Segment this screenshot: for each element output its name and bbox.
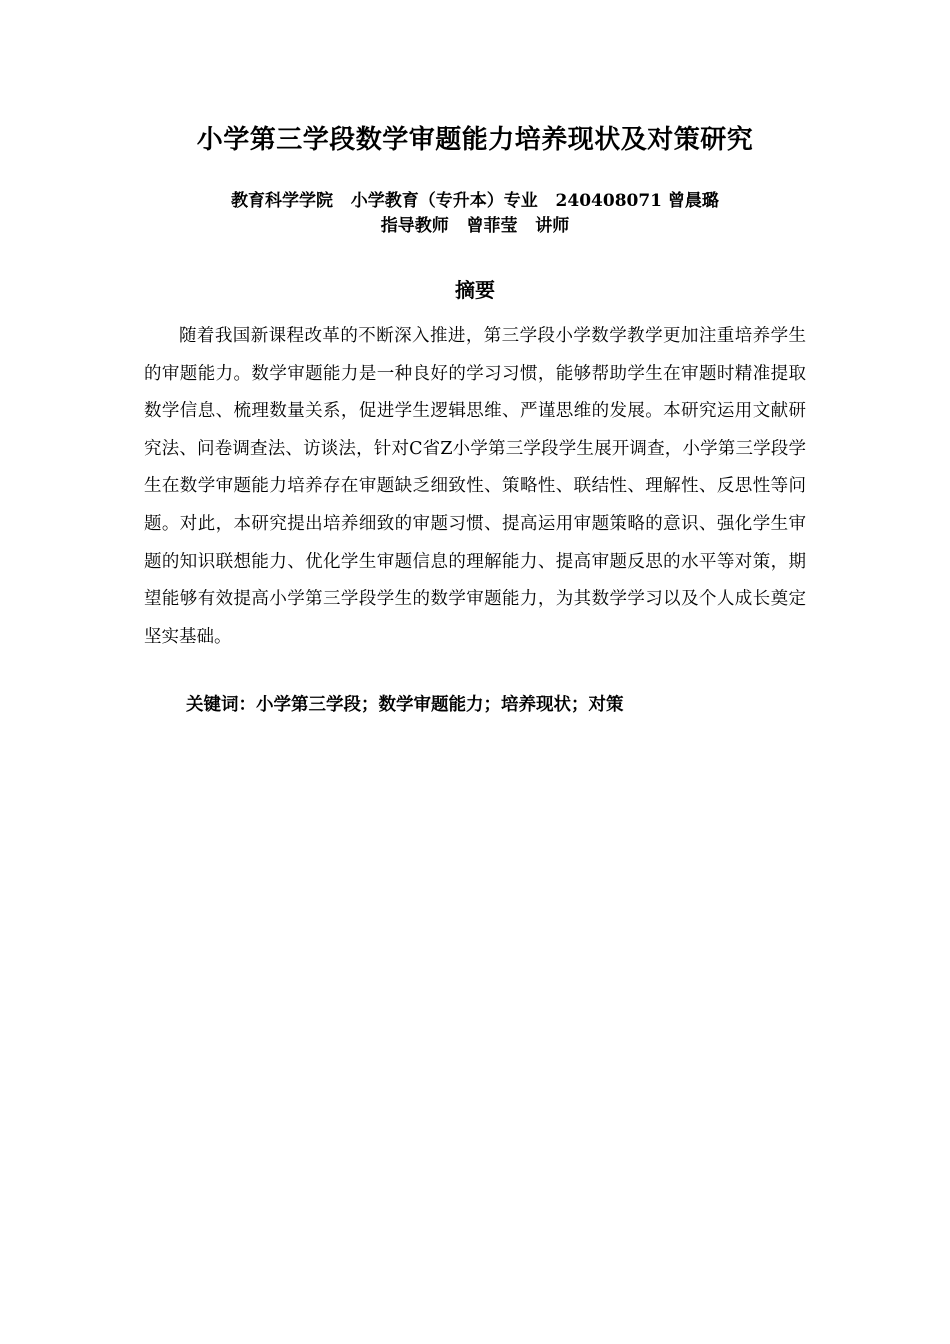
author-info-line: 教育科学学院 小学教育（专升本）专业 240408071 曾晨璐 (231, 191, 719, 211)
paper-title: 小学第三学段数学审题能力培养现状及对策研究 (196, 125, 754, 155)
abstract-heading: 摘要 (455, 278, 495, 302)
keywords-line: 关键词：小学第三学段；数学审题能力；培养现状；对策 (186, 695, 624, 715)
abstract-text: 随着我国新课程改革的不断深入推进，第三学段小学数学教学更加注重培养学生的审题能力。数学审题能力是一种良好的学习习惯，能够帮助学生在审题时精准提取数学信息、梳理数量关系，促进学生逻辑思维、严谨思维的发展。本研究运用文献研究法、问卷调查法、访谈法，针对C省Z小学第三学段学生展开调查，小学第三学段学生在数学审题能力培养存在审题缺乏细致性、策略性、联结性、理解性、反思性等问题。对此，本研究提出培养细致的审题习惯、提高运用审题策略的意识、强化学生审题的知识联想能力、优化学生审题信息的理解能力、提高审题反思的水平等对策，期望能够有效提高小学第三学段学生的数学审题能力，为其数学学习以及个人成长奠定坚实基础。 (144, 326, 806, 647)
advisor-info-line: 指导教师 曾菲莹 讲师 (380, 216, 570, 236)
